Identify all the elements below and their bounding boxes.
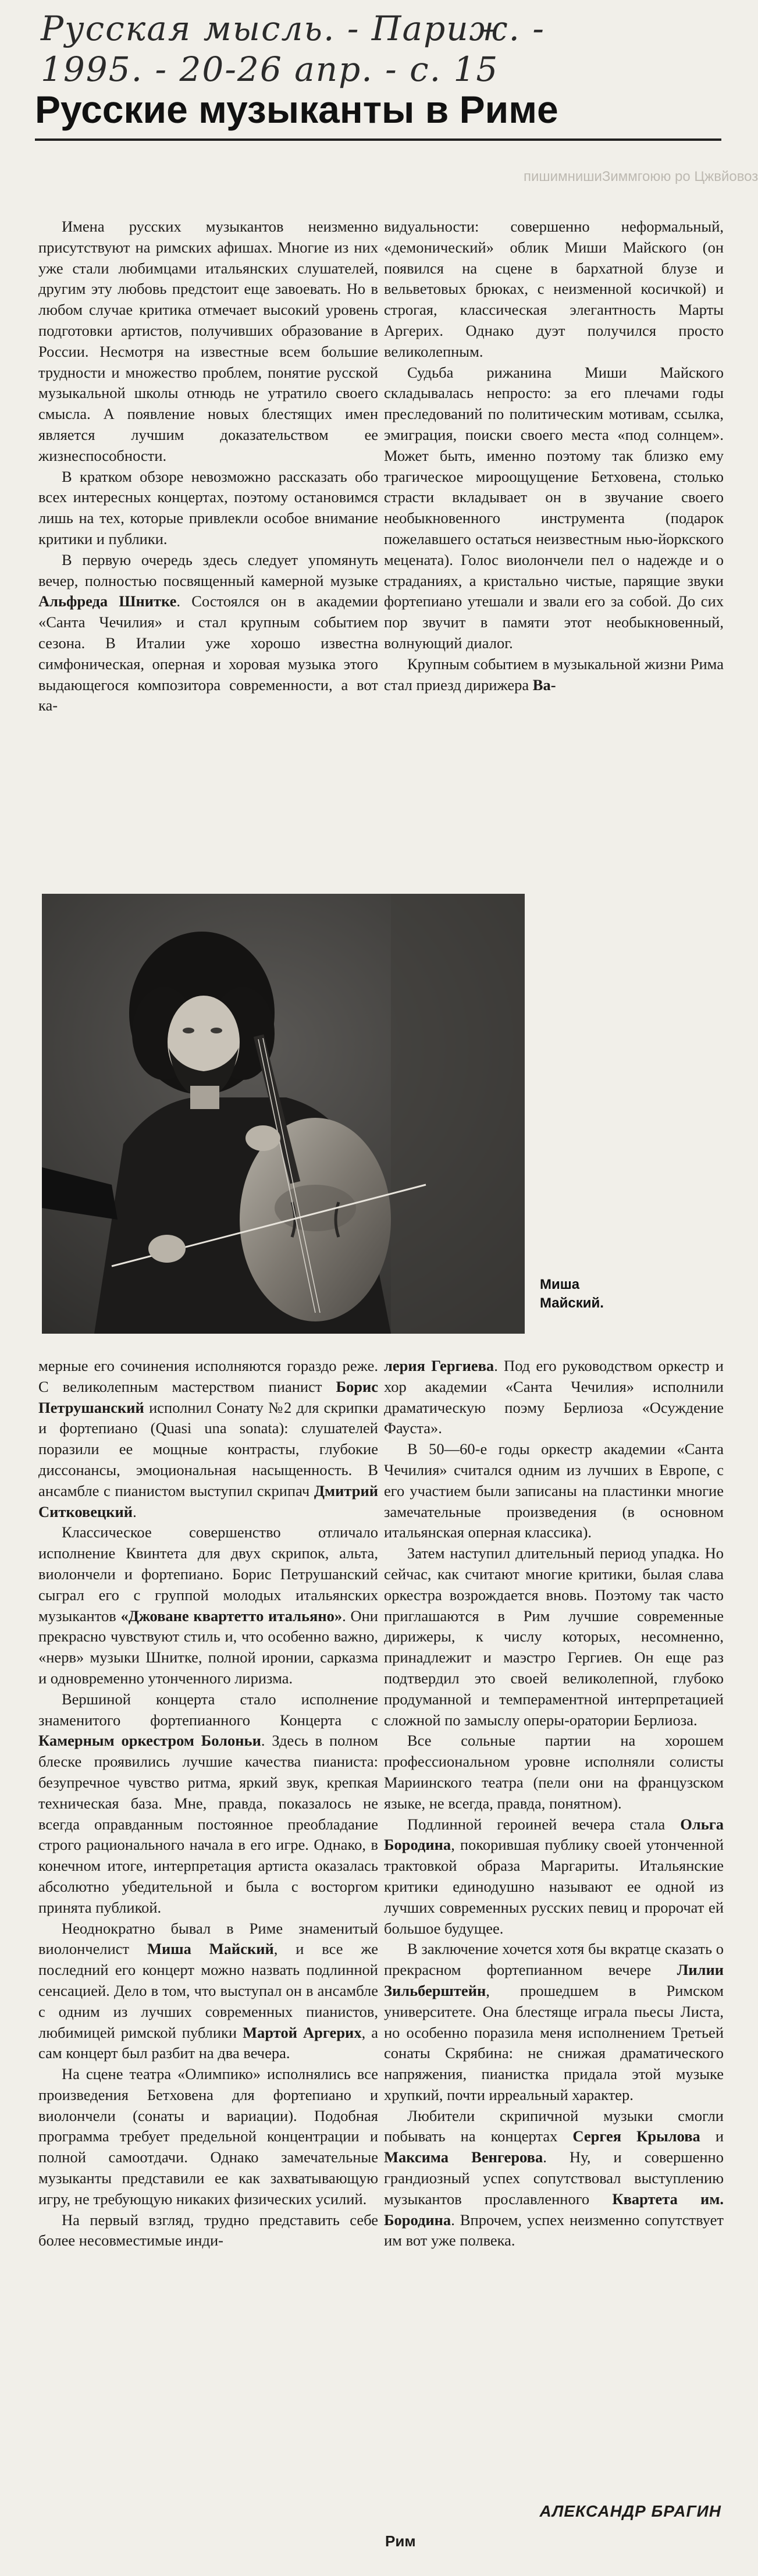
pianist-name: Лилии Зильберштейн bbox=[384, 1961, 724, 1999]
handwritten-line-2: 1995. - 20-26 апр. - с. 15 bbox=[41, 49, 499, 89]
caption-line-2: Майский. bbox=[540, 1295, 604, 1311]
article-column-2 bbox=[384, 216, 724, 886]
composer-name: Альфреда Шнитке bbox=[38, 592, 177, 610]
violinist-name: Дмитрий Ситковецкий bbox=[38, 1481, 378, 1520]
cellist-photo-drawing bbox=[42, 894, 525, 1334]
photo-caption bbox=[540, 1275, 656, 1313]
handwritten-line-1: Русская мысль. - Париж. - bbox=[41, 9, 545, 48]
article-column-3 bbox=[38, 1356, 378, 2520]
paragraph: Крупным событием в музыкальной жизни Рима стал приезд дирижера Ва- bbox=[384, 655, 724, 694]
paragraph: В первую очередь здесь следует упомянуть вечер, полностью посвященный камерной музыке Альфреда Шнитке. Состоялся он в академии «Санта Чечилия» и стал крупным событием сезона. В Италии уже хорошо известна симфоническая, оперная и хоровая музыка этого выдающегося композитора современности, а вот ка- bbox=[38, 550, 378, 715]
singer-name: Ольга Бородина bbox=[384, 1815, 724, 1854]
author-signature: АЛЕКСАНДР БРАГИН bbox=[539, 2502, 721, 2520]
paragraph: лерия Гергиева. Под его руководством оркестр и хор академии «Санта Чечилия» исполнили драматическую поэму Берлиоза «Осуждение Фауста». bbox=[384, 1357, 724, 1437]
paragraph: На первый взгляд, трудно представить себе более несовместимые инди- bbox=[38, 2211, 378, 2250]
handwritten-citation bbox=[41, 8, 710, 90]
paragraph: Неоднократно бывал в Риме знаменитый виолончелист Миша Майский, и все же последний его концерт можно назвать подлинной сенсацией. Дело в том, что выступал он в ансамбле с одним из лучших современных пианистов, любимицей римской публики Мартой Аргерих, а сам концерт был разбит на два вечера. bbox=[38, 1919, 379, 2062]
violinist-name: Максима Венгерова bbox=[384, 2148, 543, 2166]
paragraph: мерные его сочинения исполняются гораздо реже. С великолепным мастерством пианист Борис Петрушанский исполнил Сонату №2 для скрипки и фортепиано (Quasi una sonata): слушателей поразили ее мощные контрасты, глубокие диссонансы, эмоциональная насыщенность. В ансамбле с пианистом выступил скрипач Дмитрий Ситковецкий. bbox=[38, 1357, 379, 1520]
paragraph: Все сольные партии на хорошем профессиональном уровне исполняли солисты Мариинского театра (пели они на французском языке, не всегда, правда, понятном). bbox=[384, 1732, 724, 1812]
paragraph: Классическое совершенство отличало исполнение Квинтета для двух скрипок, альта, виолончели и фортепиано. Борис Петрушанский сыграл его с группой молодых итальянских музыкантов «Джоване квартетто итальяно». Они прекрасно чувствуют стиль и, что особенно важно, «нерв» музыки Шнитке, полной иронии, сарказма и одновременно утонченного лиризма. bbox=[38, 1523, 378, 1687]
article-column-4 bbox=[384, 1356, 724, 2496]
paragraph: Имена русских музыкантов неизменно присутствуют на римских афишах. Многие из них уже стали любимцами итальянских слушателей, другим эту любовь предстоит еще завоевать. Но в любом случае критика отмечает высокий уровень подготовки артистов, получивших образование в России. Несмотря на известные всем большие трудности и множество проблем, понятие русской музыкальной школы отнюдь не утратило своего смысла. А появление новых блестящих имен является лучшим доказательством ее жизнеспособности. bbox=[38, 218, 378, 464]
paragraph: Вершиной концерта стало исполнение знаменитого фортепианного Концерта с Камерным оркестром Болоньи. Здесь в полном блеске проявились лучшие качества пианиста: безупречное чувство ритма, яркий звук, крепкая техническая база. Мне, правда, показалось не всегда оправданным постоянное преобладание строго рационального начала в его игре. Однако, в конечном итоге, интерпретация артиста оказалась абсолютно убедительной и была с восторгом принята публикой. bbox=[38, 1690, 378, 1916]
paragraph: В заключение хочется хотя бы вкратце сказать о прекрасном фортепианном вечере Лилии Зильберштейн, прошедшем в Римском университете. Она блестяще играла пьесы Листа, но особенно поразила меня исполнением Третьей сонаты Скрябина: не снижая драматического напряжения, пианистка придала этой музыке хрупкий, почти ирреальный характер. bbox=[384, 1940, 724, 2104]
violinist-name: Сергея Крылова bbox=[572, 2127, 700, 2145]
headline-rule bbox=[35, 138, 721, 141]
bleed-through-text: пишимнишиЗиммгоюю ро Цжвйовоз bbox=[524, 169, 758, 184]
paragraph: В кратком обзоре невозможно рассказать обо всех интересных концертах, поэтому остановимся лишь на тех, которые привлекли особое внимание критики и публики. bbox=[38, 467, 378, 548]
article-headline: Русские музыканты в Риме bbox=[35, 88, 558, 131]
dateline-place: Рим bbox=[385, 2532, 416, 2550]
article-column-1 bbox=[38, 216, 378, 886]
orchestra-name: Камерным оркестром Болоньи bbox=[38, 1732, 261, 1750]
paragraph: Подлинной героиней вечера стала Ольга Бородина, покорившая публику своей утонченной трактовкой образа Маргариты. Итальянские критики единодушно называют ее одной из лучших современных русских певиц и пророчат ей большое будущее. bbox=[384, 1815, 724, 1937]
paragraph: Затем наступил длительный период упадка. Но сейчас, как считают многие критики, былая слава оркестра возрождается вновь. Поэтому так часто приглашаются в Рим лучшие современные дирижеры, к числу которых, несомненно, принадлежит и маэстро Гергиев. Он еще раз подтвердил это своей великолепной, глубоко продуманной и темпераментной интерпретацией сложной по замыслу оперы-оратории Берлиоза. bbox=[384, 1544, 724, 1729]
cellist-photo bbox=[42, 894, 525, 1334]
paragraph: На сцене театра «Олимпико» исполнялись все произведения Бетховена для фортепиано и виолончели (сонаты и вариации). Подобная программа требует предельной концентрации и полной самоотдачи. Однако замечательные музыканты представили ее как захватывающую игру, не требующую никаких физических усилий. bbox=[38, 2065, 378, 2208]
paragraph: видуальности: совершенно неформальный, «демонический» облик Миши Майского (он появился на сцене в бархатной блузе и вельветовых брюках, с неизменной косичкой) и строгая, классическая элегантность Марты Аргерих. Однако дуэт получился просто великолепным. bbox=[384, 218, 724, 360]
paragraph: В 50—60-е годы оркестр академии «Санта Чечилия» считался одним из лучших в Европе, с его участием были записаны на пластинки многие замечательные произведения (в основном итальянская оперная классика). bbox=[384, 1440, 724, 1541]
cellist-name: Миша Майский bbox=[147, 1940, 274, 1958]
paragraph: Судьба рижанина Миши Майского складывалась непросто: за его плечами годы преследований по политическим мотивам, ссылка, эмиграция, поиски своего места «под солнцем». Может быть, именно поэтому так близко ему трагическое мироощущение Бетховена, столько страсти вкладывает он в звучание своего необыкновенного инструмента (подарок пожелавшего остаться неизвестным нью-йоркского мецената). Голос виолончели пел о надежде и о страданиях, а кристально чистые, парящие звуки фортепиано утешали и звали его за собой. До сих пор звучит в памяти этот необыкновенный, волнующий диалог. bbox=[384, 363, 724, 652]
pianist-name: Борис Петрушанский bbox=[38, 1377, 379, 1416]
caption-line-1: Миша bbox=[540, 1277, 580, 1292]
conductor-name-part: Ва- bbox=[532, 676, 556, 694]
quartet-name: Квартета им. Бородина bbox=[384, 2190, 724, 2229]
ensemble-name: «Джоване квартетто итальяно» bbox=[120, 1607, 343, 1625]
paragraph: Любители скрипичной музыки смогли побывать на концертах Сергея Крылова и Максима Венгерова. Ну, и совершенно грандиозный успех сопутствовал выступлению музыкантов прославленного Квартета им. Бородина. Впрочем, успех неизменно сопутствует им вот уже полвека. bbox=[384, 2106, 724, 2250]
pianist-name: Мартой Аргерих bbox=[243, 2023, 362, 2041]
conductor-name-part: лерия Гергиева bbox=[384, 1357, 494, 1374]
